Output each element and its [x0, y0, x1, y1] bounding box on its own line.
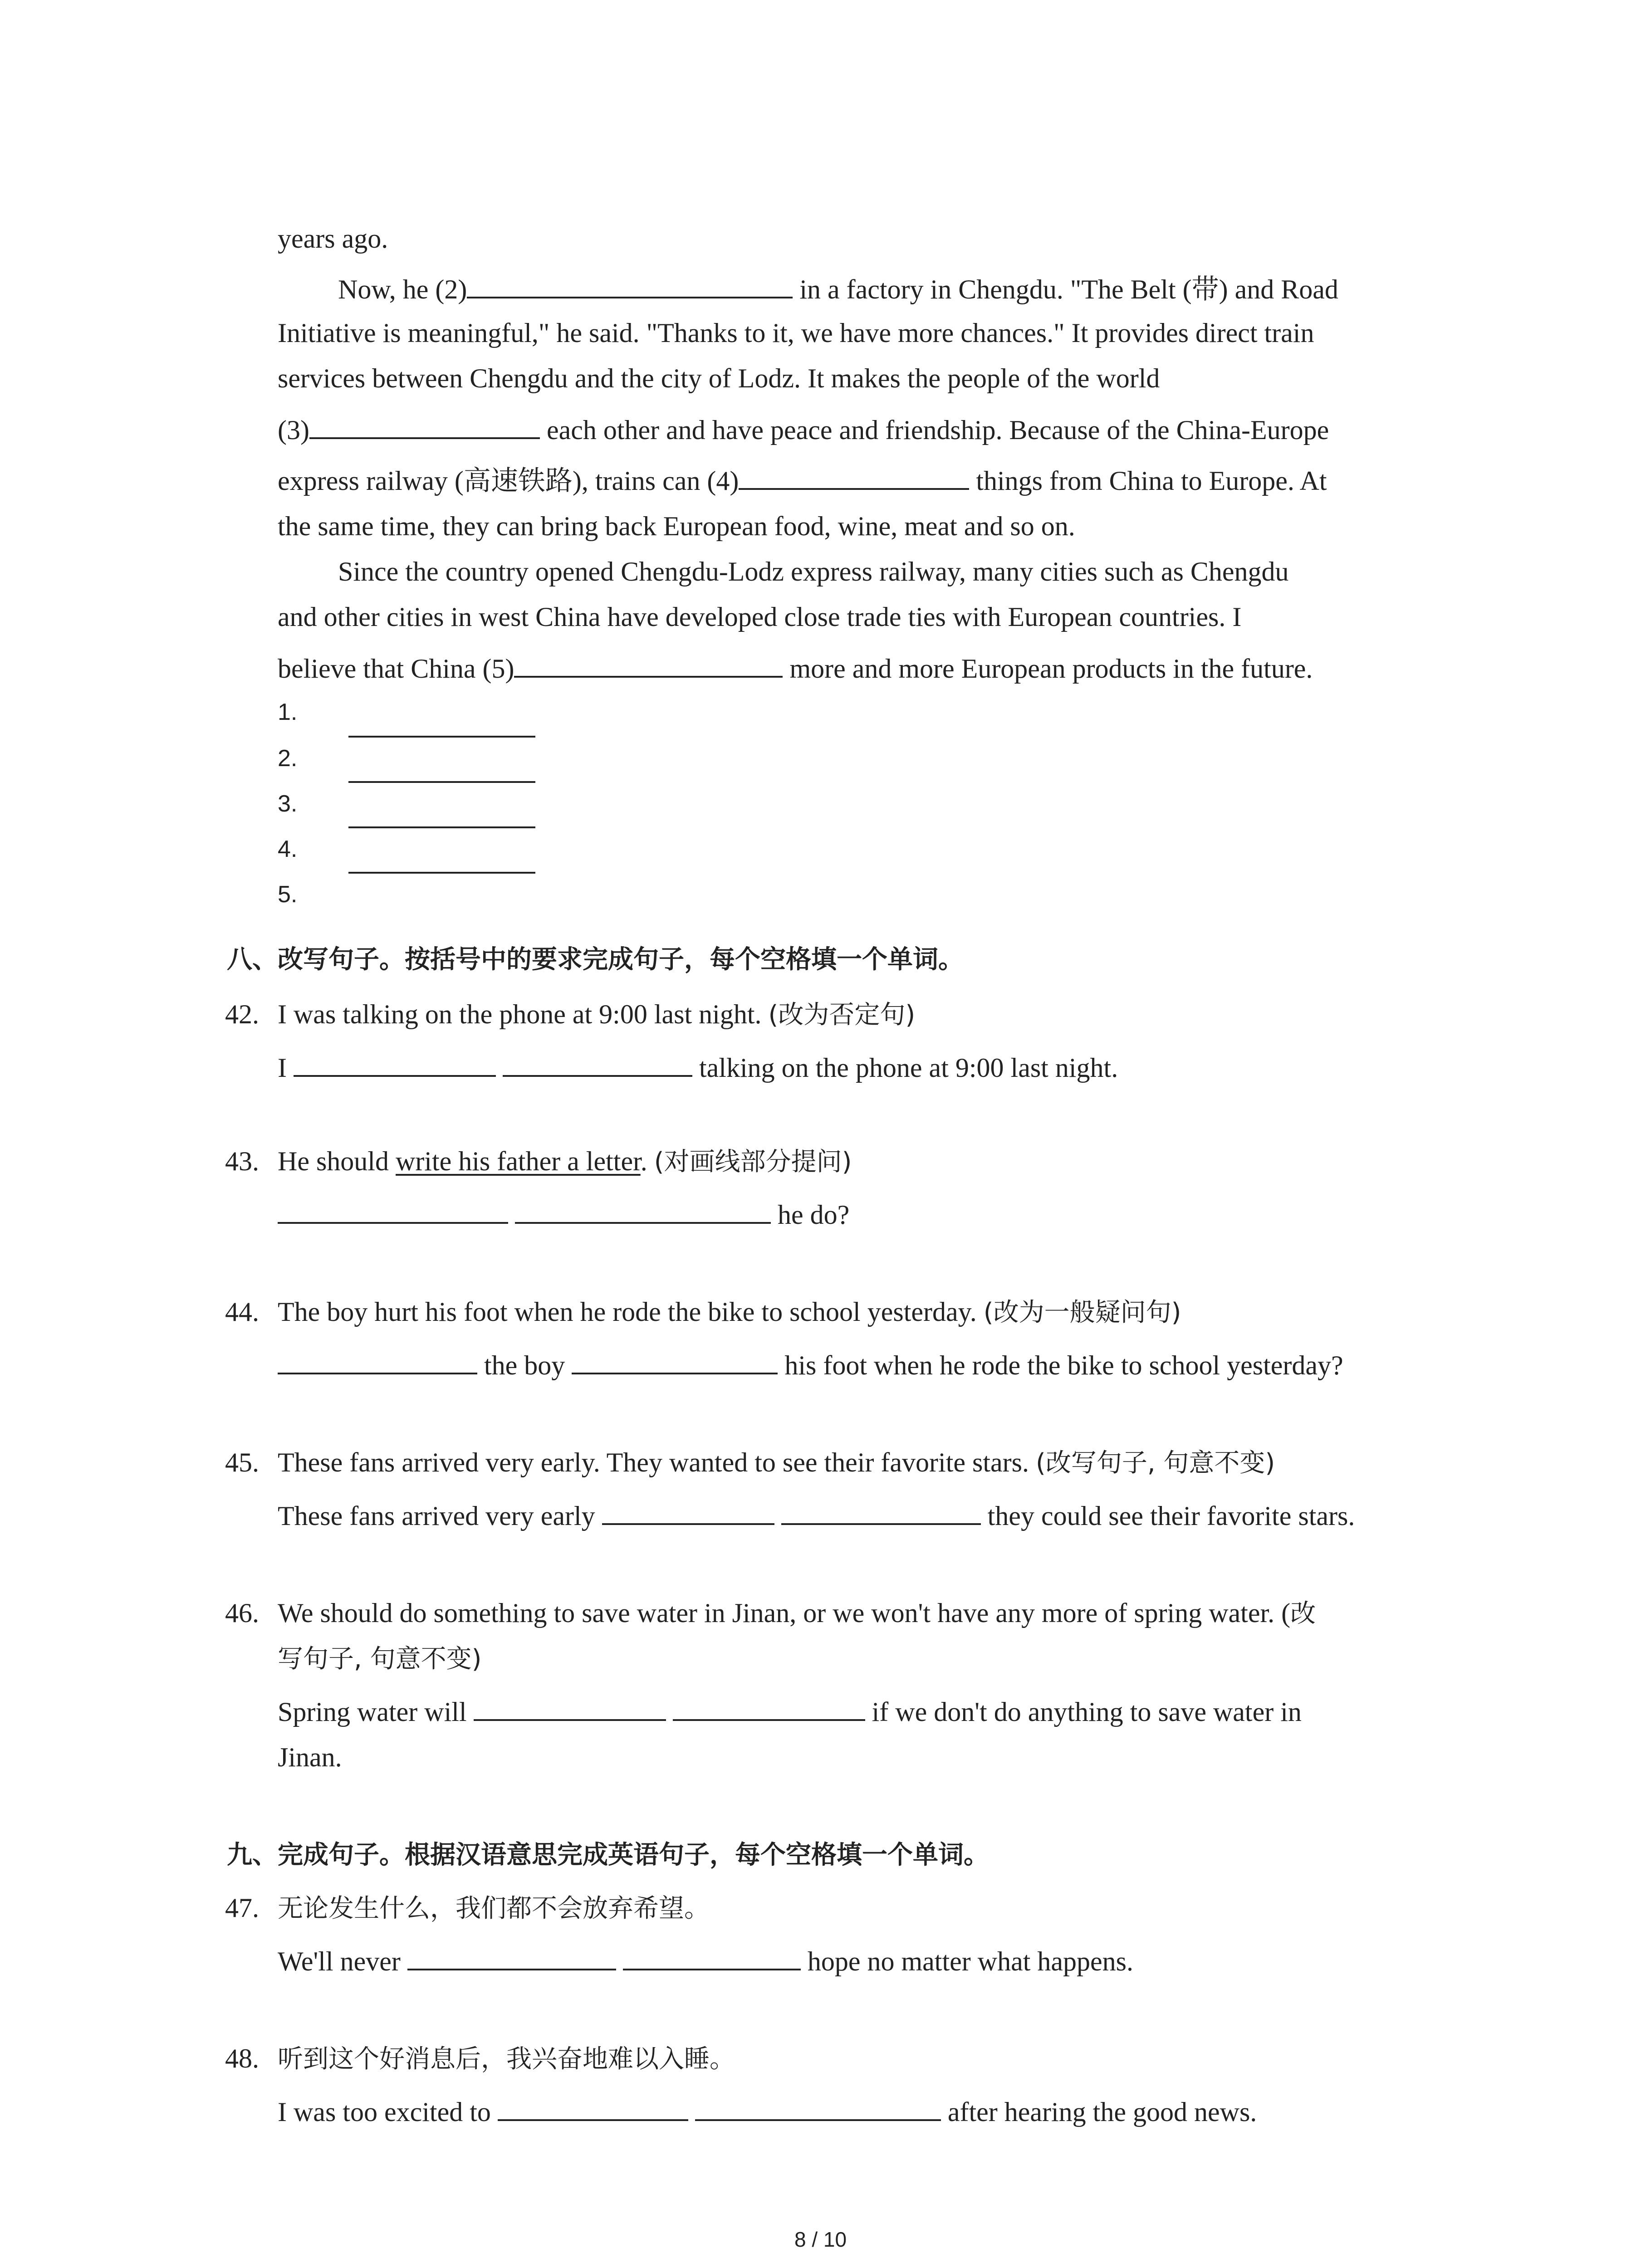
- blank-3[interactable]: [309, 410, 540, 439]
- answer-line-3[interactable]: [348, 826, 535, 828]
- passage-line-9: believe that China (5) more and more European products in the future.: [278, 649, 1313, 687]
- q46-number: 46.: [225, 1598, 259, 1628]
- q46-prompt-line-2: 写句子, 句意不变): [278, 1644, 482, 1674]
- q44-blank-1[interactable]: [278, 1345, 477, 1374]
- blank-2[interactable]: [467, 269, 793, 298]
- q42-blank-1[interactable]: [294, 1048, 496, 1077]
- passage-line-7: Since the country opened Chengdu-Lodz express railway, many cities such as Chengdu: [338, 557, 1289, 587]
- passage-line-6: the same time, they can bring back European food, wine, meat and so on.: [278, 511, 1075, 541]
- answer-line-1[interactable]: [348, 736, 535, 738]
- q46-answer-line-2: Jinan.: [278, 1742, 342, 1772]
- q43-number: 43.: [225, 1146, 259, 1176]
- q48-blank-1[interactable]: [498, 2092, 688, 2121]
- q43-blank-1[interactable]: [278, 1195, 508, 1224]
- q46-prompt-line-1: We should do something to save water in Jinan, or we won't have any more of spring water. (改: [278, 1598, 1316, 1628]
- q48-chinese: 听到这个好消息后，我兴奋地难以入睡。: [278, 2044, 735, 2074]
- q45-answer-line: These fans arrived very early they could see their favorite stars.: [278, 1496, 1355, 1534]
- answer-line-2[interactable]: [348, 781, 535, 783]
- answer-label-5: 5.: [278, 881, 298, 908]
- q47-blank-2[interactable]: [623, 1941, 801, 1970]
- passage-line-4: (3) each other and have peace and friendship. Because of the China-Europe: [278, 410, 1329, 448]
- q42-prompt: I was talking on the phone at 9:00 last night. (改为否定句): [278, 999, 916, 1030]
- q45-prompt: These fans arrived very early. They wanted to see their favorite stars. (改写句子, 句意不变): [278, 1447, 1275, 1478]
- answer-label-1: 1.: [278, 699, 298, 725]
- q43-blank-2[interactable]: [515, 1195, 771, 1224]
- q44-prompt: The boy hurt his foot when he rode the bike to school yesterday. (改为一般疑问句): [278, 1297, 1181, 1327]
- q42-blank-2[interactable]: [503, 1048, 692, 1077]
- q48-answer-line: I was too excited to after hearing the good news.: [278, 2092, 1257, 2130]
- q45-number: 45.: [225, 1447, 259, 1477]
- answer-line-4[interactable]: [348, 872, 535, 874]
- answer-label-4: 4.: [278, 836, 298, 862]
- passage-line-5: express railway (高速铁路), trains can (4) things from China to Europe. At: [278, 461, 1327, 499]
- q43-underlined-part: write his father a letter: [395, 1146, 641, 1176]
- blank-4[interactable]: [739, 461, 969, 490]
- passage-line-0: years ago.: [278, 224, 388, 254]
- q47-blank-1[interactable]: [407, 1941, 616, 1970]
- q48-blank-2[interactable]: [695, 2092, 941, 2121]
- passage-line-3: services between Chengdu and the city of Lodz. It makes the people of the world: [278, 363, 1160, 393]
- q45-blank-1[interactable]: [602, 1496, 774, 1525]
- section-8-heading: 八、改写句子。按括号中的要求完成句子，每个空格填一个单词。: [227, 945, 964, 974]
- q45-blank-2[interactable]: [781, 1496, 981, 1525]
- q47-number: 47.: [225, 1893, 259, 1923]
- blank-5[interactable]: [514, 649, 783, 678]
- passage-line-1: Now, he (2) in a factory in Chengdu. "The Belt (带) and Road: [338, 269, 1338, 308]
- answer-label-2: 2.: [278, 745, 298, 772]
- q44-number: 44.: [225, 1297, 259, 1327]
- section-9-heading: 九、完成句子。根据汉语意思完成英语句子，每个空格填一个单词。: [227, 1840, 989, 1870]
- q46-blank-1[interactable]: [474, 1692, 666, 1721]
- q44-answer-line: the boy his foot when he rode the bike to school yesterday?: [278, 1345, 1343, 1383]
- q47-answer-line: We'll never hope no matter what happens.: [278, 1941, 1133, 1980]
- q43-prompt: He should write his father a letter. (对画线部分提问): [278, 1146, 852, 1177]
- q46-blank-2[interactable]: [673, 1692, 865, 1721]
- answer-label-3: 3.: [278, 791, 298, 817]
- q46-answer-line: Spring water will if we don't do anything to save water in: [278, 1692, 1302, 1730]
- passage-line-2: Initiative is meaningful," he said. "Thanks to it, we have more chances." It provides direct train: [278, 318, 1314, 348]
- q42-answer-line: I talking on the phone at 9:00 last night.: [278, 1048, 1118, 1086]
- q42-number: 42.: [225, 999, 259, 1029]
- page-number: 8 / 10: [794, 2228, 847, 2251]
- passage-line-8: and other cities in west China have developed close trade ties with European countries. I: [278, 602, 1242, 632]
- q47-chinese: 无论发生什么，我们都不会放弃希望。: [278, 1894, 710, 1923]
- q48-number: 48.: [225, 2043, 259, 2073]
- q44-blank-2[interactable]: [572, 1345, 778, 1374]
- q43-answer-line: he do?: [278, 1195, 849, 1233]
